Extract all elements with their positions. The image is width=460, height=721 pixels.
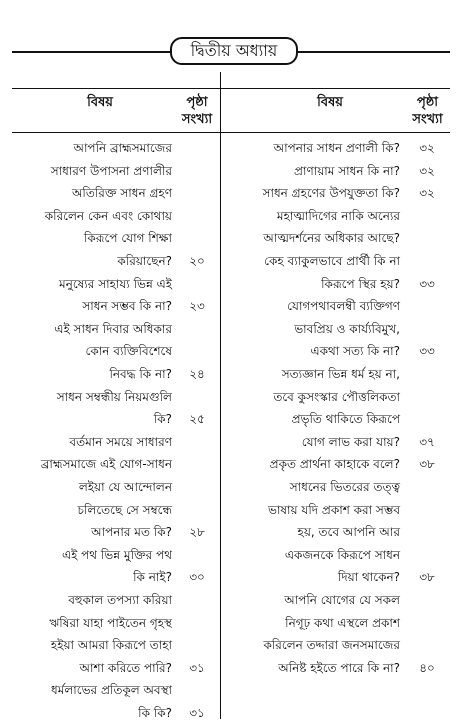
right-entry-text: কেহ ব্যাকুলভাবে প্রার্থী কি না [264,254,400,268]
left-entry-text: এই পথ ভিন্ন মুক্তির পথ [61,548,172,562]
right-entry-page: ৩৭ [419,435,435,449]
left-entry-page: ২৮ [189,525,205,539]
right-page-header-line2: সংখ্যা [412,112,443,127]
right-entry-text: প্রকৃত প্রার্থনা কাহাকে বলে? [269,457,400,471]
right-entry-page: ৩২ [419,164,435,178]
right-entry-text: প্রাণায়াম সাধন কি না? [294,164,400,178]
left-entry-page: ২০ [189,254,205,268]
left-entry-text: লইয়া যে আন্দোলন [78,480,172,494]
header-rule [12,88,450,89]
left-entry-text: কি নাই? [133,570,172,584]
right-entry-text: দিয়া থাকেন? [337,570,400,584]
left-entry-text: ধর্মলাভের প্রতিকূল অবস্থা [50,683,172,697]
right-entry-text: ভাষায় যদি প্রকাশ করা সম্ভব [268,503,400,517]
left-entry-text: এই সাধন দিবার অধিকার [54,322,172,336]
left-entry-page: ৩১ [189,661,205,675]
right-entry-text: আপনার সাধন প্রণালী কি? [273,141,400,155]
right-entry-page: ৩৩ [419,277,435,291]
right-entry-text: সাধন গ্রহণের উপযুক্ততা কি? [262,186,400,200]
left-entry-text: কোন ব্যক্তিবিশেষে [85,344,172,358]
right-page-header-line1: পৃষ্ঠা [416,95,439,110]
right-entry-page: ৩৮ [419,457,435,471]
right-entry-text: একজনকে কিরূপে সাধন [284,548,400,562]
left-entry-text: সাধারণ উপাসনা প্রণালীর [50,164,172,178]
left-entry-page: ২৪ [189,367,205,381]
right-entry-text: যোগ লাভ করা যায়? [301,435,400,449]
left-entry-text: অতিরিক্ত সাধন গ্রহণ [72,186,172,200]
left-entry-text: সাধন সম্ভব কি না? [82,299,172,313]
left-entry-text: সাধন সম্বন্ধীয় নিয়মগুলি [56,390,172,404]
right-entry-page: ৪০ [419,661,435,675]
left-entry-text: চলিতেছে সে সম্বন্ধে [77,503,172,517]
left-subject-header: বিষয় [87,95,113,110]
left-entry-text: কি? [153,412,172,426]
right-entry-text: কিরূপে স্থির হয়? [321,277,400,291]
left-entry-text: নিবদ্ধ কি না? [109,367,172,381]
right-entry-text: প্রভৃতি থাকিতে কিরূপে [291,412,400,426]
left-entry-page: ৩০ [189,570,205,584]
right-entry-text: নিগূঢ় কথা এস্থলে প্রকাশ [285,616,400,630]
right-entry-text: আপনি যোগের যে সকল [284,593,400,607]
left-entry-text: ঋষিরা যাহা পাইতেন গৃহস্থ [49,616,172,630]
left-entry-text: ব্রাহ্মসমাজে এই যোগ-সাধন [40,457,172,471]
right-entry-page: ৩২ [419,141,435,155]
right-entry-text: অনিষ্ট হইতে পারে কি না? [278,661,400,675]
left-entry-page: ৩১ [189,706,205,720]
right-entry-text: সাধনের ভিতরের তত্ত্ব [289,480,400,494]
right-entry-text: একথা সত্য কি না? [310,344,400,358]
left-entry-page: ২৩ [189,299,205,313]
top-rule-left [12,51,170,53]
left-page-header-line1: পৃষ্ঠা [186,95,208,110]
left-entry-text: কিরূপে যোগ শিক্ষা [83,231,172,245]
left-entry-text: আপনি ব্রাহ্মসমাজের [73,141,172,155]
left-entry-text: বহুকাল তপস্যা করিয়া [68,593,172,607]
chapter-title: দ্বিতীয় অধ্যায় [170,37,298,65]
right-entry-text: তবে কুসংস্কার পৌত্তলিকতা [273,390,400,404]
right-entry-text: সত্যজ্ঞান ভিন্ন ধর্ম হয় না, [281,367,400,381]
right-entry-text: মহাত্মাদিগের নাকি অন্যের [276,209,400,223]
left-entry-text: কি কি? [138,706,172,720]
right-entry-page: ৩৮ [419,570,435,584]
column-divider [220,72,221,719]
right-entry-text: ভাবপ্রিয় ও কার্য্যবিমুখ, [294,322,400,336]
left-entry-text: মনুষ্যের সাহায্য ভিন্ন এই [59,277,172,291]
left-entry-text: বর্তমান সময়ে সাধারণ [69,435,172,449]
right-entry-text: হয়, তবে আপনি আর [297,525,400,539]
left-entry-text: হইয়া আমরা কিরূপে তাহা [50,638,172,652]
left-entry-page: ২৫ [189,412,205,426]
left-page-header-line2: সংখ্যা [181,112,213,127]
left-entry-text: করিয়াছেন? [117,254,172,268]
right-entry-page: ৩৩ [419,344,435,358]
right-entry-page: ৩২ [419,186,435,200]
right-entry-text: আত্মদর্শনের অধিকার আছে? [263,231,400,245]
top-rule-right [298,51,450,53]
right-subject-header: বিষয় [317,95,343,110]
left-entry-text: আশা করিতে পারি? [79,661,172,675]
right-entry-text: যোগপথাবলম্বী ব্যক্তিগণ [287,299,400,313]
right-entry-text: করিলেন তদ্দারা জনসমাজের [263,638,400,652]
left-entry-text: করিলেন কেন এবং কোথায় [44,209,172,223]
left-entry-text: আপনার মত কি? [91,525,172,539]
subheader-rule [12,132,450,133]
